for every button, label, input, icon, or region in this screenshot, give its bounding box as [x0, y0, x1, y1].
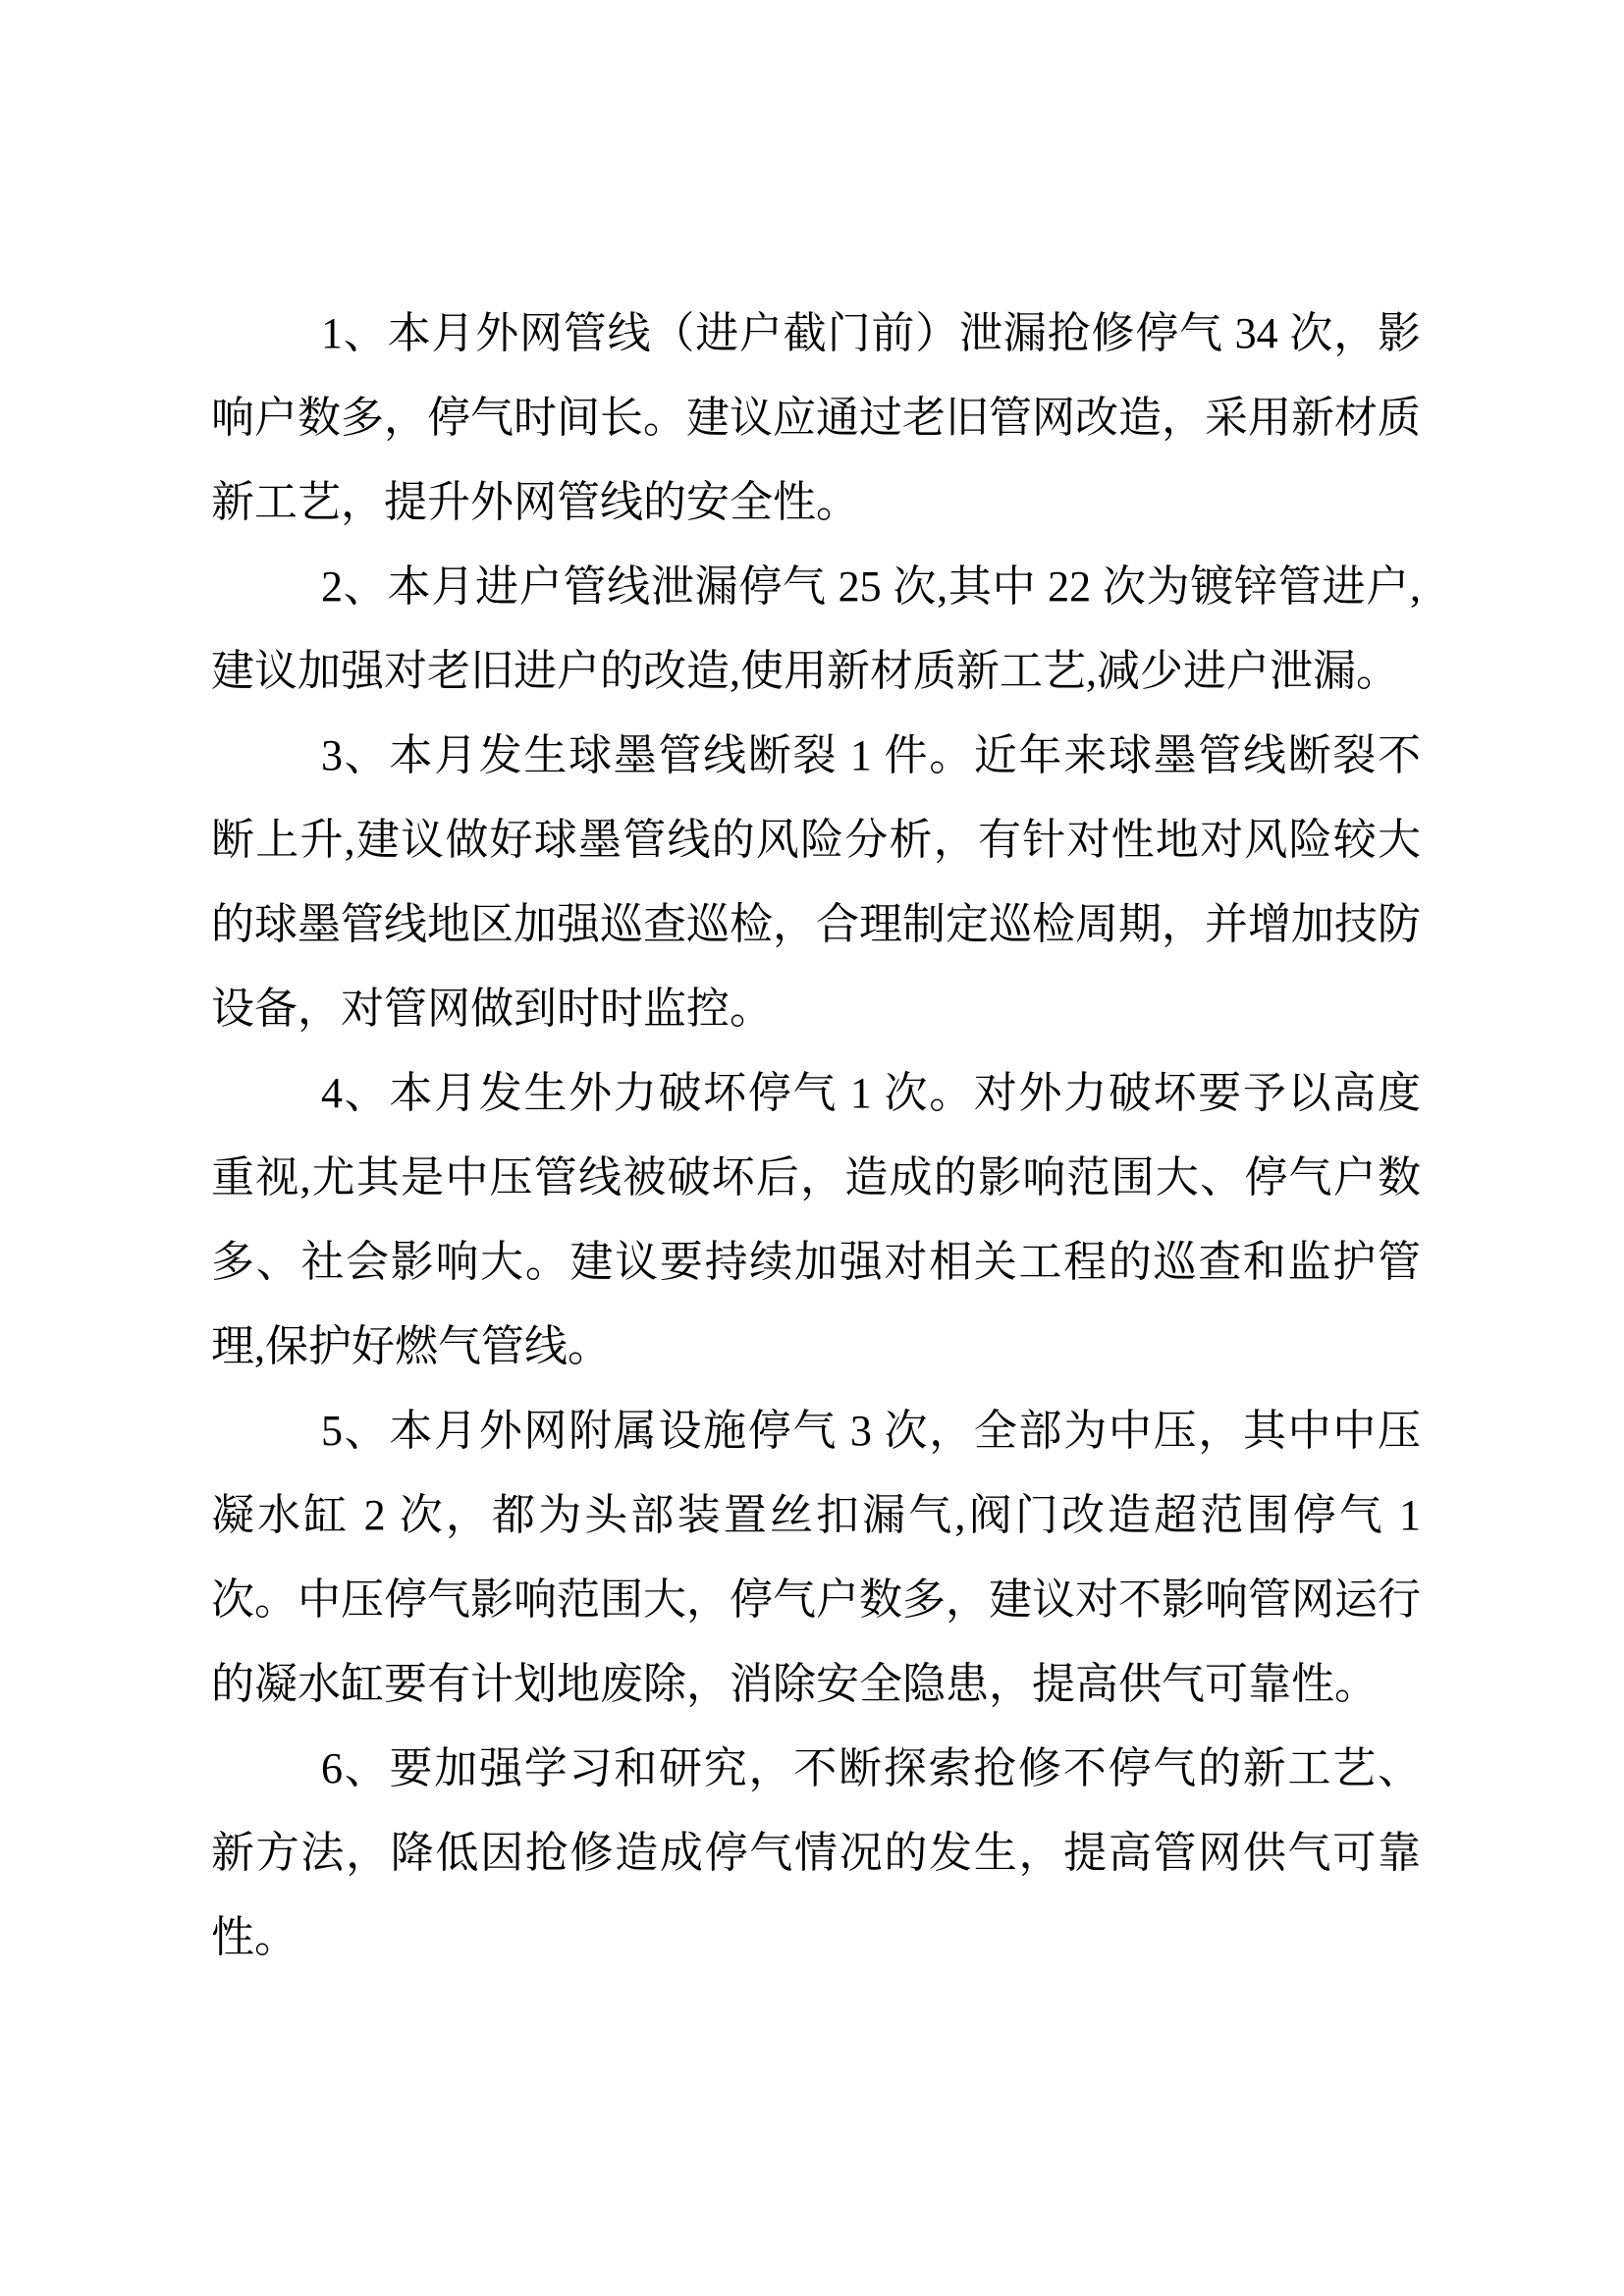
- paragraph-6: 6、要加强学习和研究，不断探索抢修不停气的新工艺、新方法，降低因抢修造成停气情况的发生，提高管网供气可靠性。: [211, 1744, 1421, 1961]
- paragraph-1: 1、本月外网管线（进户截门前）泄漏抢修停气 34 次，影响户数多，停气时间长。建议应通过老旧管网改造，采用新材质新工艺，提升外网管线的安全性。: [211, 309, 1421, 526]
- paragraph-2: 2、本月进户管线泄漏停气 25 次,其中 22 次为镀锌管进户,建议加强对老旧进户的改造,使用新材质新工艺,减少进户泄漏。: [211, 562, 1421, 695]
- paragraph-3: 3、本月发生球墨管线断裂 1 件。近年来球墨管线断裂不断上升,建议做好球墨管线的风险分析，有针对性地对风险较大的球墨管线地区加强巡查巡检，合理制定巡检周期，并增加技防设备，对管网做到时时监控。: [211, 731, 1421, 1033]
- document-body: [211, 292, 1421, 1980]
- paragraph-5: 5、本月外网附属设施停气 3 次，全部为中压，其中中压凝水缸 2 次，都为头部装置丝扣漏气,阀门改造超范围停气 1 次。中压停气影响范围大，停气户数多，建议对不影响管网运行的凝水缸要有计划地废除，消除安全隐患，提高供气可靠性。: [211, 1407, 1421, 1708]
- paragraph-4: 4、本月发生外力破坏停气 1 次。对外力破坏要予以高度重视,尤其是中压管线被破坏后，造成的影响范围大、停气户数多、社会影响大。建议要持续加强对相关工程的巡查和监护管理,保护好燃气管线。: [211, 1069, 1421, 1370]
